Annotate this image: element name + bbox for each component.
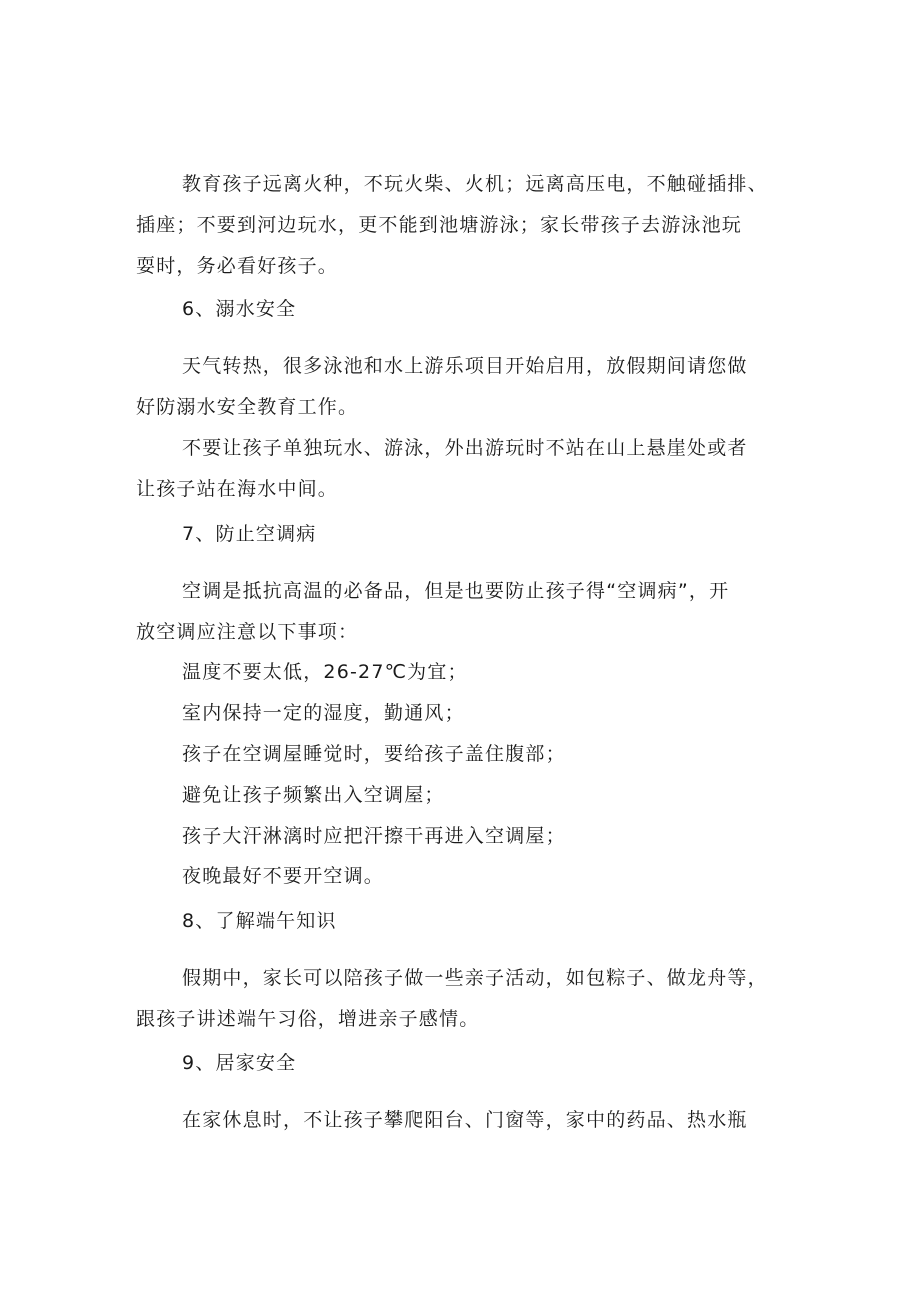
paragraph-line: 跟孩子讲述端午习俗，增进亲子感情。	[136, 1008, 480, 1030]
paragraph-line: 让孩子站在海水中间。	[136, 478, 339, 500]
paragraph-line: 不要让孩子单独玩水、游泳，外出游玩时不站在山上悬崖处或者	[182, 437, 748, 459]
list-item: 避免让孩子频繁出入空调屋；	[182, 784, 445, 806]
paragraph-line: 天气转热，很多泳池和水上游乐项目开始启用，放假期间请您做	[182, 355, 748, 377]
list-item: 孩子大汗淋漓时应把汗擦干再进入空调屋；	[182, 825, 566, 847]
list-item: 孩子在空调屋睡觉时，要给孩子盖住腹部；	[182, 743, 566, 765]
paragraph-line: 教育孩子远离火种，不玩火柴、火机；远离高压电，不触碰插排、	[182, 173, 768, 195]
section-heading-8: 8、了解端午知识	[182, 910, 337, 932]
paragraph-line: 空调是抵抗高温的必备品，但是也要防止孩子得“空调病”，开	[182, 580, 730, 602]
paragraph-line: 好防溺水安全教育工作。	[136, 396, 359, 418]
paragraph-line: 插座；不要到河边玩水，更不能到池塘游泳；家长带孩子去游泳池玩	[136, 214, 743, 236]
list-item: 温度不要太低，26-27℃为宜；	[182, 661, 468, 683]
section-heading-9: 9、居家安全	[182, 1052, 297, 1074]
list-item: 室内保持一定的湿度，勤通风；	[182, 702, 465, 724]
paragraph-line: 放空调应注意以下事项：	[136, 621, 359, 643]
section-heading-6: 6、溺水安全	[182, 298, 297, 320]
paragraph-line: 耍时，务必看好孩子。	[136, 255, 339, 277]
section-heading-7: 7、防止空调病	[182, 523, 317, 545]
paragraph-line: 在家休息时，不让孩子攀爬阳台、门窗等，家中的药品、热水瓶	[182, 1109, 748, 1131]
paragraph-line: 假期中，家长可以陪孩子做一些亲子活动，如包粽子、做龙舟等，	[182, 967, 768, 989]
list-item: 夜晚最好不要开空调。	[182, 865, 385, 887]
